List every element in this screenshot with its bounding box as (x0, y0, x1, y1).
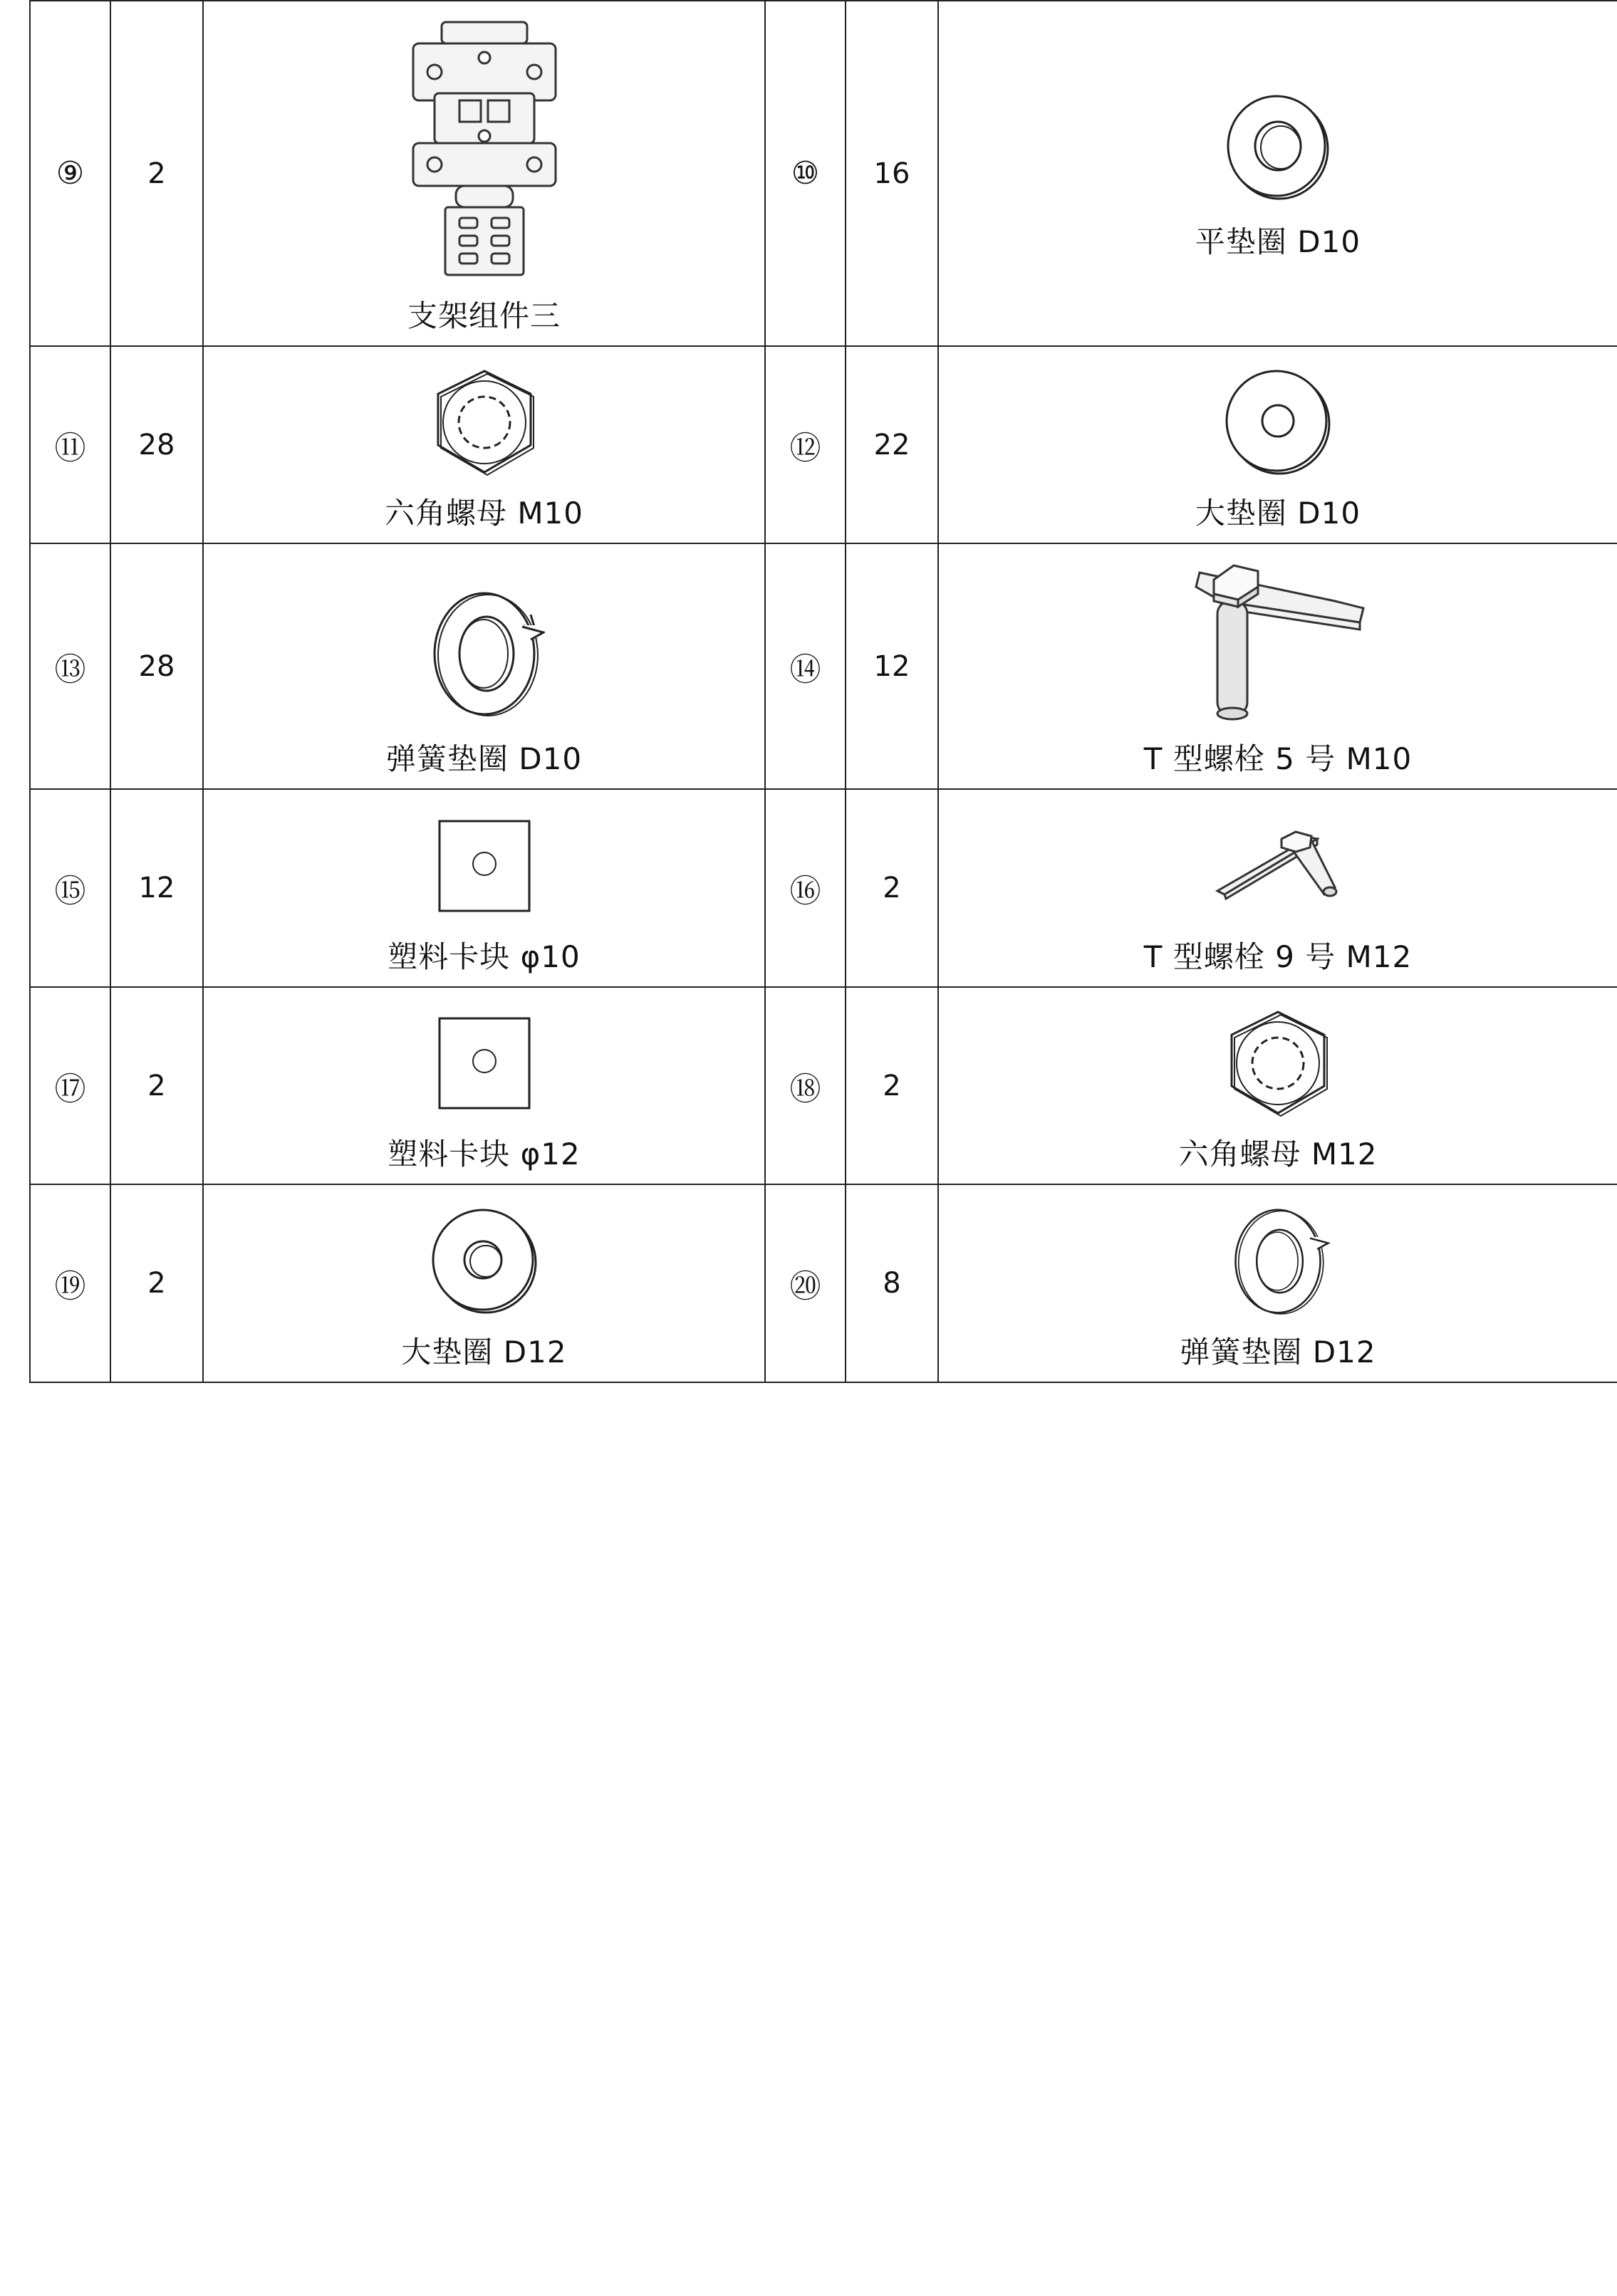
spring-washer-icon (424, 583, 545, 725)
part-name: 大垫圈 D10 (1195, 496, 1361, 531)
table-row (30, 543, 1617, 789)
table-row (30, 987, 1617, 1184)
item-number-cell: ⑩ (765, 1, 846, 346)
item-number-cell: ⑳ (765, 1184, 846, 1382)
table-row (30, 346, 1617, 543)
quantity-cell: 2 (110, 1, 203, 346)
quantity-cell: 28 (110, 346, 203, 543)
parts-table (29, 0, 1617, 1383)
quantity-cell: 28 (110, 543, 203, 789)
part-cell (938, 987, 1617, 1184)
table-row (30, 1, 1617, 346)
quantity-cell: 2 (110, 987, 203, 1184)
hex-nut-icon (1221, 1006, 1335, 1120)
quantity-cell: 12 (110, 789, 203, 987)
item-number-cell: ⑭ (765, 543, 846, 789)
part-name: T 型螺栓 9 号 M12 (1143, 939, 1413, 974)
part-name: 塑料卡块 φ10 (388, 939, 581, 974)
hex-nut-icon (427, 365, 541, 479)
part-cell (203, 789, 765, 987)
part-cell (938, 1184, 1617, 1382)
part-name: 弹簧垫圈 D12 (1180, 1335, 1376, 1369)
item-number-cell: ⑯ (765, 789, 846, 987)
plastic-block-icon (438, 1017, 531, 1110)
quantity-cell: 2 (846, 987, 938, 1184)
table-row (30, 789, 1617, 987)
plastic-block-icon (438, 820, 531, 912)
item-number-cell: ⑰ (30, 987, 110, 1184)
part-cell (203, 346, 765, 543)
item-number-cell: ⑱ (765, 987, 846, 1184)
part-cell (203, 1184, 765, 1382)
t-bolt-small-icon (1210, 823, 1346, 909)
part-cell (203, 1, 765, 346)
table-row (30, 1184, 1617, 1382)
part-name: 塑料卡块 φ12 (388, 1137, 581, 1172)
item-number-cell: ⑲ (30, 1184, 110, 1382)
large-washer-icon (427, 1204, 541, 1318)
quantity-cell: 22 (846, 346, 938, 543)
part-cell (203, 543, 765, 789)
quantity-cell: 2 (110, 1184, 203, 1382)
quantity-cell: 16 (846, 1, 938, 346)
t-bolt-icon (1178, 551, 1378, 729)
part-cell (938, 346, 1617, 543)
part-cell (938, 543, 1617, 789)
quantity-cell: 2 (846, 789, 938, 987)
part-cell (938, 789, 1617, 987)
quantity-cell: 12 (846, 543, 938, 789)
part-name: 弹簧垫圈 D10 (385, 741, 583, 776)
item-number-cell: ⑫ (765, 346, 846, 543)
part-name: 支架组件三 (407, 298, 561, 333)
item-number-cell: ⑨ (30, 1, 110, 346)
item-number-cell: ⑬ (30, 543, 110, 789)
part-name: 平垫圈 D10 (1195, 224, 1361, 259)
item-number-cell: ⑪ (30, 346, 110, 543)
item-number-cell: ⑮ (30, 789, 110, 987)
part-name: T 型螺栓 5 号 M10 (1143, 741, 1413, 776)
quantity-cell: 8 (846, 1184, 938, 1382)
part-name: 六角螺母 M10 (384, 496, 584, 531)
part-name: 大垫圈 D12 (401, 1335, 567, 1369)
bracket-assembly-icon (392, 15, 577, 286)
part-cell (938, 1, 1617, 346)
part-name: 六角螺母 M12 (1178, 1137, 1378, 1172)
flat-washer-icon (1221, 90, 1335, 204)
large-washer-icon (1221, 365, 1335, 479)
part-cell (203, 987, 765, 1184)
spring-washer-icon (1225, 1201, 1331, 1322)
